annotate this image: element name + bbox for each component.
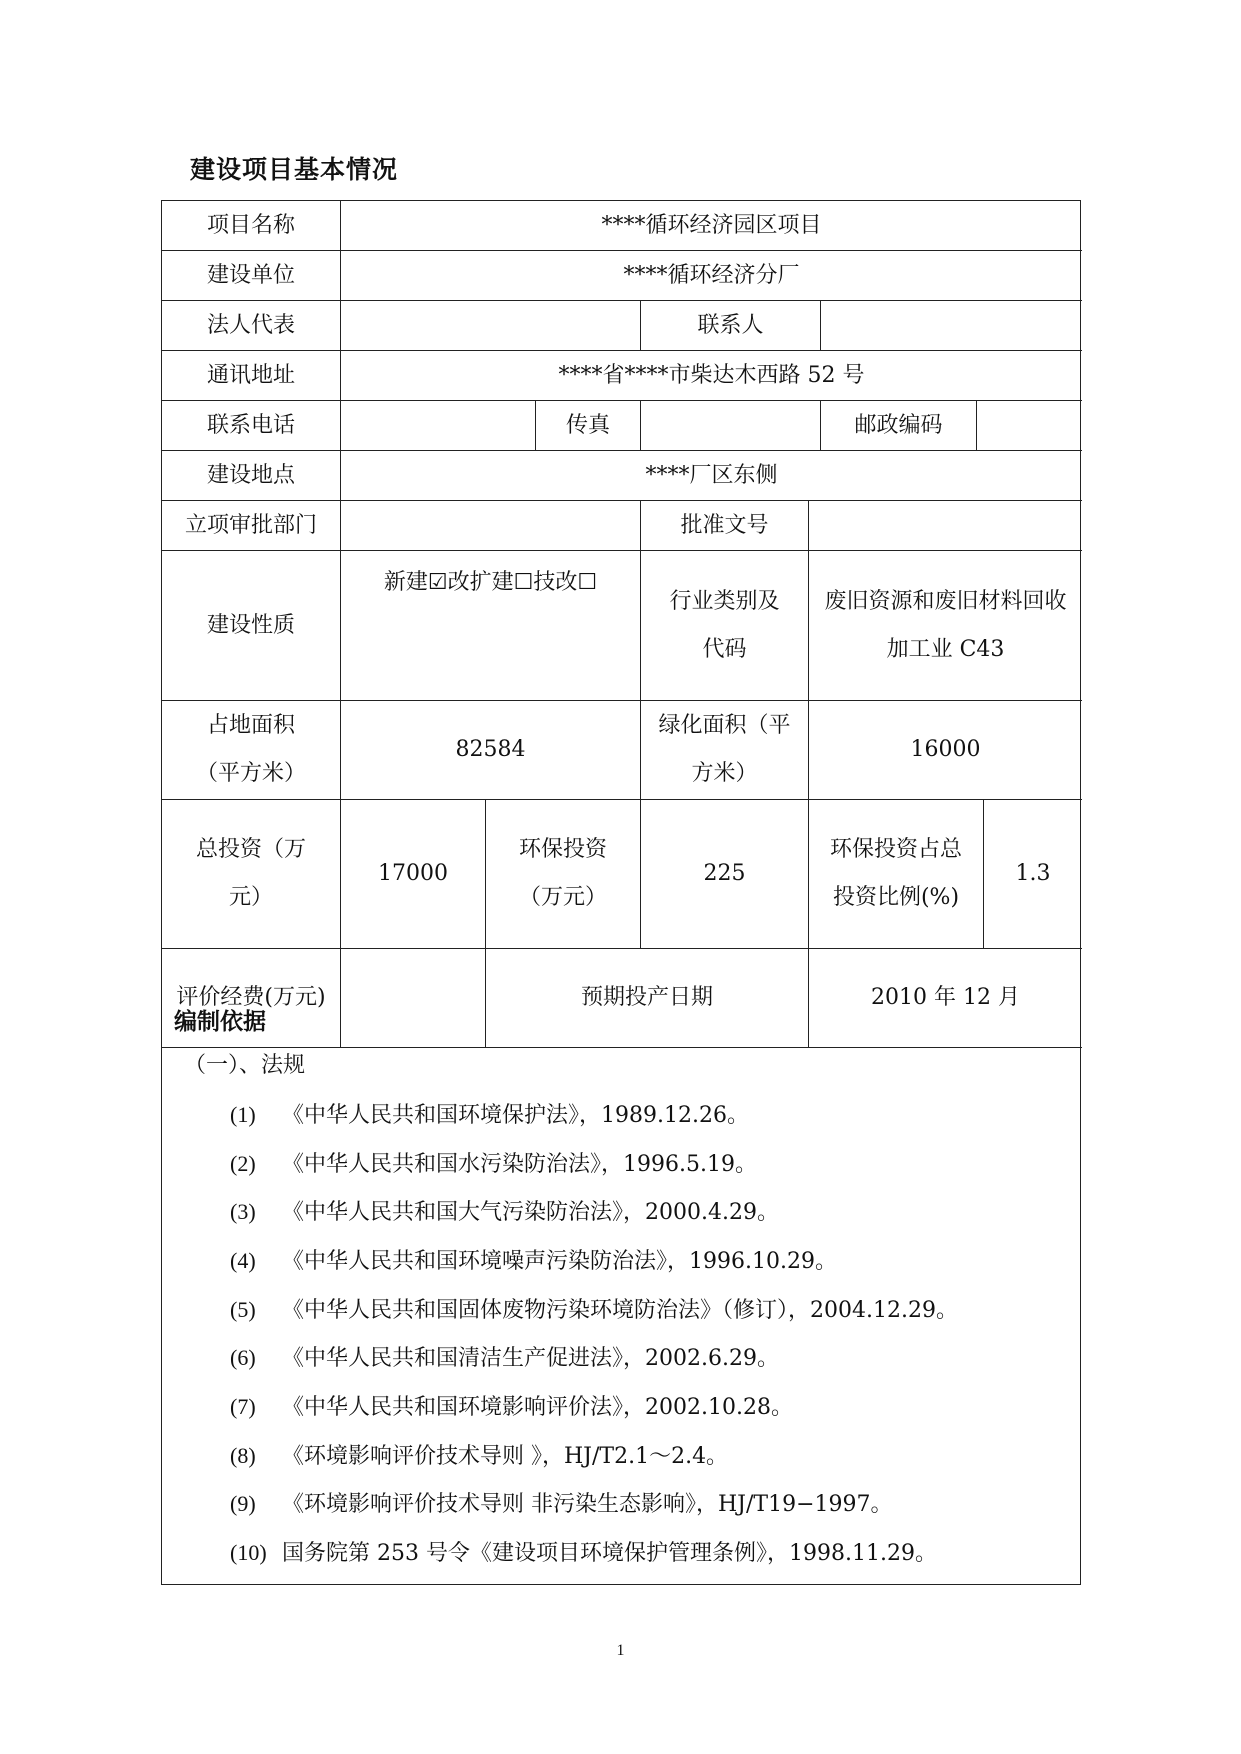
law-item-number: (7) (230, 1394, 256, 1419)
law-item (230, 1244, 837, 1275)
contact-label: 联系人 (641, 301, 821, 351)
page-title: 建设项目基本情况 (190, 155, 399, 184)
law-item-text: 《中华人民共和国环境影响评价法》，2002.10.28。 (282, 1395, 793, 1420)
approval-dept-value (341, 501, 641, 551)
law-item-number: (4) (230, 1248, 256, 1273)
fax-value (641, 401, 821, 451)
site-label: 建设地点 (162, 451, 341, 501)
law-item (230, 1390, 793, 1421)
law-item (230, 1536, 937, 1567)
nature-value: 新建☑改扩建☐技改☐ (341, 551, 641, 701)
address-value: ****省****市柴达木西路 52 号 (341, 351, 1082, 401)
land-area-label: 占地面积（平方米） (162, 701, 341, 800)
eval-fee-label: 评价经费(万元) (162, 949, 341, 1048)
nature-label: 建设性质 (162, 551, 341, 701)
approval-no-label: 批准文号 (641, 501, 809, 551)
law-item-number: (1) (230, 1102, 256, 1127)
total-invest-value: 17000 (341, 800, 486, 949)
law-item-number: (9) (230, 1491, 256, 1516)
env-invest-value: 225 (641, 800, 809, 949)
law-item-number: (8) (230, 1443, 256, 1468)
contact-value (821, 301, 1082, 351)
law-item-text: 《中华人民共和国环境噪声污染防治法》，1996.10.29。 (282, 1249, 837, 1274)
env-invest-label: 环保投资（万元） (486, 800, 641, 949)
green-area-label: 绿化面积（平方米） (641, 701, 809, 800)
unit-label: 建设单位 (162, 251, 341, 301)
law-item-text: 《中华人民共和国大气污染防治法》，2000.4.29。 (282, 1200, 779, 1225)
prod-date-value: 2010 年 12 月 (809, 949, 1082, 1048)
total-invest-label: 总投资（万元） (162, 800, 341, 949)
legal-rep-label: 法人代表 (162, 301, 341, 351)
page-number: 1 (616, 1642, 625, 1659)
law-item-number: (5) (230, 1297, 256, 1322)
law-item-number: (2) (230, 1151, 256, 1176)
law-item-text: 《中华人民共和国水污染防治法》，1996.5.19。 (282, 1152, 757, 1177)
law-item-number: (3) (230, 1199, 256, 1224)
project-info-table (161, 200, 1081, 1585)
postcode-value (977, 401, 1082, 451)
address-label: 通讯地址 (162, 351, 341, 401)
industry-value: 废旧资源和废旧材料回收加工业 C43 (809, 551, 1082, 701)
phone-value (341, 401, 536, 451)
eval-fee-value (341, 949, 486, 1048)
law-item-number: (10) (230, 1540, 267, 1565)
law-item (230, 1439, 728, 1470)
law-item-text: 《中华人民共和国环境保护法》，1989.12.26。 (282, 1103, 749, 1128)
fax-label: 传真 (536, 401, 641, 451)
site-value: ****厂区东侧 (341, 451, 1082, 501)
green-area-value: 16000 (809, 701, 1082, 800)
basis-title: 编制依据 (174, 1009, 266, 1035)
law-item (230, 1341, 779, 1372)
prod-date-label: 预期投产日期 (486, 949, 809, 1048)
approval-dept-label: 立项审批部门 (162, 501, 341, 551)
law-item-number: (6) (230, 1345, 256, 1370)
industry-label: 行业类别及代码 (641, 551, 809, 701)
legal-rep-value (341, 301, 641, 351)
law-item (230, 1487, 893, 1518)
project-name-value: ****循环经济园区项目 (341, 201, 1082, 251)
ratio-value: 1.3 (984, 800, 1082, 949)
law-item-text: 《中华人民共和国固体废物污染环境防治法》（修订），2004.12.29。 (282, 1298, 958, 1323)
project-name-label: 项目名称 (162, 201, 341, 251)
land-area-value: 82584 (341, 701, 641, 800)
law-item (230, 1195, 779, 1226)
postcode-label: 邮政编码 (821, 401, 977, 451)
law-item-text: 《环境影响评价技术导则 》，HJ/T2.1～2.4。 (282, 1444, 729, 1469)
phone-label: 联系电话 (162, 401, 341, 451)
law-item (230, 1098, 749, 1129)
approval-no-value (809, 501, 1082, 551)
law-item (230, 1147, 757, 1178)
ratio-label: 环保投资占总投资比例(%) (809, 800, 984, 949)
law-item (230, 1293, 958, 1324)
unit-value: ****循环经济分厂 (341, 251, 1082, 301)
law-item-text: 国务院第 253 号令《建设项目环境保护管理条例》，1998.11.29。 (282, 1541, 937, 1566)
basis-subtitle: （一）、法规 (184, 1053, 306, 1078)
law-item-text: 《中华人民共和国清洁生产促进法》，2002.6.29。 (282, 1346, 779, 1371)
law-item-text: 《环境影响评价技术导则 非污染生态影响》，HJ/T19−1997。 (282, 1492, 893, 1517)
